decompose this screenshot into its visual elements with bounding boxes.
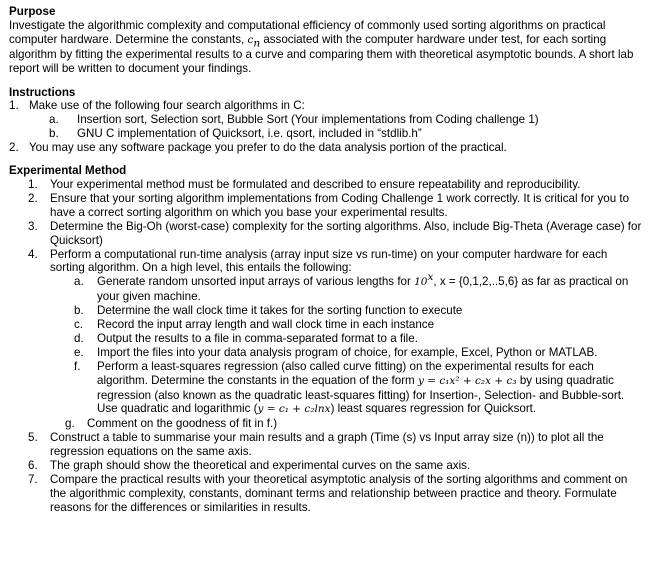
- logarithmic-equation: y = c₁ + c₂lnx: [257, 403, 331, 416]
- list-item: 3. Determine the Big-Oh (worst-case) complexity for the sorting algorithms. Also, include Big-Theta (Average case) for Quicksort): [28, 219, 642, 247]
- purpose-text: Investigate the algorithmic complexity and computational efficiency of commonly used sorting algorithms on practical computer hardware. Determine the constants, $c_n$ associated with the computer hardware under test, for each sorting algorithm by fitting the experimental results to a curve and comparing them with theoretical asymptotic bounds. A short lab report will be written to document your findings.: [9, 18, 634, 75]
- quadratic-equation: y = c₁x² + c₂x + c₃: [417, 374, 517, 387]
- list-item: 7. Compare the practical results with your theoretical asymptotic analysis of the sorting algorithms and comment on the algorithmic complexity, constants, dominant terms and relationship between practice and theory. Formulate reasons for the differences or similarities in results.: [28, 473, 628, 514]
- experimental-method-heading: Experimental Method: [9, 164, 127, 178]
- list-item: e. Import the files into your data analysis program of choice, for example, Excel, Python or MATLAB.: [74, 345, 598, 359]
- list-item: f. Perform a least-squares regression (also called curve fitting) on the experimental results for each algorithm. Determine the constants in the equation of the form y = c₁x² + c₂x + c₃ by using quadratic regression (also known as the quadratic least-squares fitting) for Insertion-, Selection- and Bubble-sort. Use quadratic and logarithmic (y = c₁ + c₂lnx) least squares regression for Quicksort.: [74, 359, 625, 416]
- list-item: a. Insertion sort, Selection sort, Bubble Sort (Your implementations from Coding challenge 1): [49, 113, 539, 127]
- instructions-heading: Instructions: [9, 85, 76, 99]
- experimental-method-section: [9, 164, 645, 515]
- list-item: c. Record the input array length and wall clock time in each instance: [74, 318, 435, 332]
- list-item: 1. Make use of the following four search algorithms in C:: [9, 99, 305, 113]
- purpose-section: [9, 5, 645, 76]
- list-item: g. Comment on the goodness of fit in f.): [65, 417, 278, 431]
- instructions-section: [9, 86, 645, 156]
- list-item: 4. Perform a computational run-time analysis (array input size vs run-time) on your computer hardware for each sorting algorithm. On a high level, this entails the following:: [28, 247, 608, 275]
- list-item: 5. Construct a table to summarise your main results and a graph (Time (s) vs Input array size (n)) to plot all the regression equations on the same axis.: [28, 431, 604, 459]
- list-item: 2. You may use any software package you prefer to do the data analysis portion of the practical.: [9, 141, 507, 155]
- list-item: 6. The graph should show the theoretical and experimental curves on the same axis.: [28, 459, 471, 473]
- list-item: d. Output the results to a file in comma-separated format to a file.: [74, 331, 418, 345]
- list-item: b. Determine the wall clock time it takes for the sorting function to execute: [74, 304, 463, 318]
- list-item: 2. Ensure that your sorting algorithm implementations from Coding Challenge 1 work correctly. It is critical for you to have a correct sorting algorithm on which you base your experimental results.: [28, 191, 630, 219]
- list-item: a. Generate random unsorted input arrays of various lengths for 10$^x$, x = {0,1,2,..5,6} as far as practical on your given machine.: [74, 271, 629, 304]
- purpose-heading: Purpose: [9, 5, 56, 18]
- list-item: 1. Your experimental method must be formulated and described to ensure repeatability and reproducibility.: [28, 177, 581, 191]
- list-item: b. GNU C implementation of Quicksort, i.e. qsort, included in “stdlib.h”: [49, 127, 422, 141]
